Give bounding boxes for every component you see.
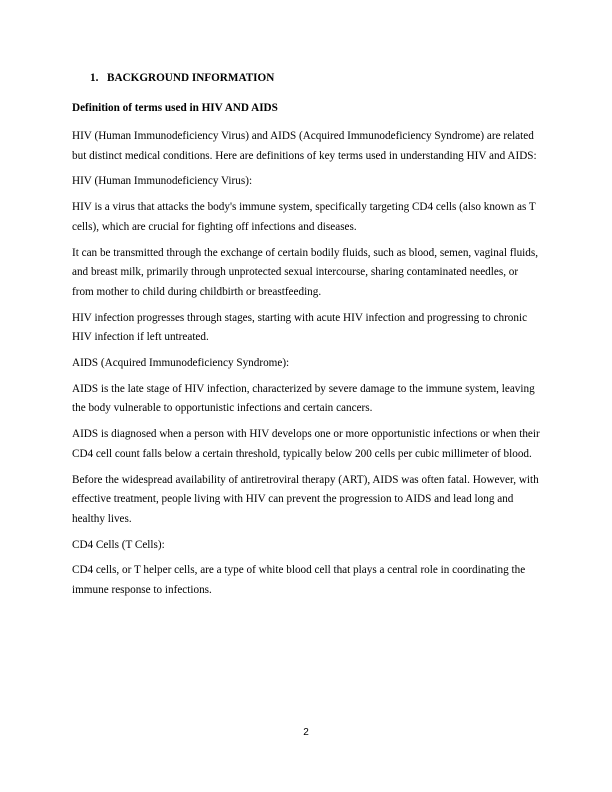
aids-term-label: AIDS (Acquired Immunodeficiency Syndrome): — [72, 357, 290, 370]
hiv-progression-paragraph: HIV infection progresses through stages, starting with acute HIV infection and progressing to chronic HIV infection if left untreated. — [72, 311, 528, 344]
aids-definition-paragraph: AIDS is the late stage of HIV infection, characterized by severe damage to the immune system, leaving the body vulnerable to opportunistic infections and certain cancers. — [72, 382, 535, 415]
section-title: BACKGROUND INFORMATION — [107, 72, 275, 84]
cd4-definition-paragraph: CD4 cells, or T helper cells, are a type of white blood cell that plays a central role in coordinating the immune response to infections. — [72, 564, 526, 597]
intro-paragraph: HIV (Human Immunodeficiency Virus) and AIDS (Acquired Immunodeficiency Syndrome) are related but distinct medical conditions. Here are definitions of key terms used in understanding HIV and AIDS: — [72, 130, 537, 162]
hiv-term-label: HIV (Human Immunodeficiency Virus): — [72, 175, 253, 188]
page-content — [72, 70, 540, 607]
hiv-transmission-paragraph: It can be transmitted through the exchange of certain bodily fluids, such as blood, semen, vaginal fluids, and breast milk, primarily through unprotected sexual intercourse, sharing contaminated needles, or from mother to child during childbirth or breastfeeding. — [72, 246, 539, 298]
hiv-definition-paragraph: HIV is a virus that attacks the body's immune system, specifically targeting CD4 cells (also known as T cells), which are crucial for fighting off infections and diseases. — [72, 201, 536, 233]
section-heading — [72, 70, 540, 86]
cd4-term-label: CD4 Cells (T Cells): — [72, 538, 165, 551]
aids-diagnosis-paragraph: AIDS is diagnosed when a person with HIV develops one or more opportunistic infections or when their CD4 cell count falls below a certain threshold, typically below 200 cells per cubic millimeter of blood. — [72, 428, 540, 460]
page-number: 2 — [303, 727, 309, 738]
aids-treatment-paragraph: Before the widespread availability of antiretroviral therapy (ART), AIDS was often fatal. However, with effective treatment, people living with HIV can prevent the progression to AIDS and lead long and healthy lives. — [72, 473, 539, 525]
subsection-heading: Definition of terms used in HIV AND AIDS — [72, 102, 278, 114]
section-number: 1. — [90, 72, 99, 84]
